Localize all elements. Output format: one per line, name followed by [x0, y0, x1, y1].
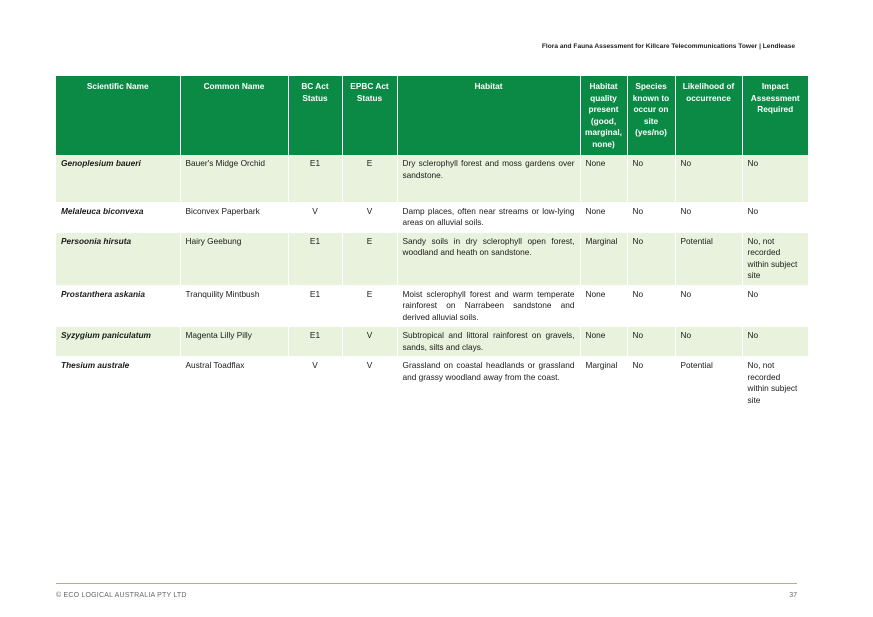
- habitat-quality-cell: None: [580, 155, 627, 202]
- column-header: Species known to occur on site (yes/no): [627, 76, 675, 155]
- known-on-site-cell: No: [627, 232, 675, 285]
- bc-status-cell: V: [288, 202, 342, 232]
- impact-cell: No: [742, 327, 808, 357]
- epbc-status-cell: E: [342, 155, 397, 202]
- known-on-site-cell: No: [627, 285, 675, 327]
- scientific-name-cell: Prostanthera askania: [56, 285, 180, 327]
- page-number: 37: [789, 592, 797, 599]
- habitat-quality-cell: None: [580, 202, 627, 232]
- bc-status-cell: E1: [288, 232, 342, 285]
- known-on-site-cell: No: [627, 202, 675, 232]
- impact-cell: No: [742, 202, 808, 232]
- common-name-cell: Biconvex Paperbark: [180, 202, 288, 232]
- species-table: [56, 76, 808, 410]
- likelihood-cell: No: [675, 285, 742, 327]
- column-header: Common Name: [180, 76, 288, 155]
- bc-status-cell: E1: [288, 155, 342, 202]
- table-row: [56, 285, 808, 327]
- habitat-cell: Damp places, often near streams or low-lying areas on alluvial soils.: [397, 202, 580, 232]
- common-name-cell: Hairy Geebung: [180, 232, 288, 285]
- table-row: [56, 155, 808, 202]
- likelihood-cell: No: [675, 327, 742, 357]
- column-header: Habitat quality present (good, marginal, none): [580, 76, 627, 155]
- bc-status-cell: V: [288, 357, 342, 410]
- likelihood-cell: Potential: [675, 357, 742, 410]
- epbc-status-cell: E: [342, 285, 397, 327]
- common-name-cell: Bauer's Midge Orchid: [180, 155, 288, 202]
- habitat-quality-cell: None: [580, 285, 627, 327]
- likelihood-cell: No: [675, 155, 742, 202]
- footer-divider: [56, 583, 797, 584]
- table-row: [56, 202, 808, 232]
- column-header: BC Act Status: [288, 76, 342, 155]
- known-on-site-cell: No: [627, 357, 675, 410]
- impact-cell: No: [742, 155, 808, 202]
- habitat-quality-cell: None: [580, 327, 627, 357]
- bc-status-cell: E1: [288, 327, 342, 357]
- likelihood-cell: Potential: [675, 232, 742, 285]
- scientific-name-cell: Thesium australe: [56, 357, 180, 410]
- document-header-title: Flora and Fauna Assessment for Killcare Telecommunications Tower | Lendlease: [541, 43, 795, 50]
- column-header: Likelihood of occurrence: [675, 76, 742, 155]
- table-row: [56, 232, 808, 285]
- epbc-status-cell: V: [342, 202, 397, 232]
- table-row: [56, 357, 808, 410]
- column-header: Habitat: [397, 76, 580, 155]
- known-on-site-cell: No: [627, 327, 675, 357]
- common-name-cell: Tranquility Mintbush: [180, 285, 288, 327]
- column-header: EPBC Act Status: [342, 76, 397, 155]
- habitat-cell: Subtropical and littoral rainforest on gravels, sands, silts and clays.: [397, 327, 580, 357]
- epbc-status-cell: V: [342, 357, 397, 410]
- scientific-name-cell: Melaleuca biconvexa: [56, 202, 180, 232]
- bc-status-cell: E1: [288, 285, 342, 327]
- table-header-row: [56, 76, 808, 155]
- scientific-name-cell: Persoonia hirsuta: [56, 232, 180, 285]
- impact-cell: No: [742, 285, 808, 327]
- habitat-cell: Moist sclerophyll forest and warm temperate rainforest on Narrabeen sandstone and derived alluvial soils.: [397, 285, 580, 327]
- likelihood-cell: No: [675, 202, 742, 232]
- impact-cell: No, not recorded within subject site: [742, 232, 808, 285]
- habitat-cell: Sandy soils in dry sclerophyll open forest, woodland and heath on sandstone.: [397, 232, 580, 285]
- habitat-quality-cell: Marginal: [580, 232, 627, 285]
- epbc-status-cell: E: [342, 232, 397, 285]
- habitat-quality-cell: Marginal: [580, 357, 627, 410]
- common-name-cell: Austral Toadflax: [180, 357, 288, 410]
- impact-cell: No, not recorded within subject site: [742, 357, 808, 410]
- common-name-cell: Magenta Lilly Pilly: [180, 327, 288, 357]
- table-row: [56, 327, 808, 357]
- scientific-name-cell: Syzygium paniculatum: [56, 327, 180, 357]
- epbc-status-cell: V: [342, 327, 397, 357]
- column-header: Scientific Name: [56, 76, 180, 155]
- habitat-cell: Dry sclerophyll forest and moss gardens over sandstone.: [397, 155, 580, 202]
- footer-copyright: © ECO LOGICAL AUSTRALIA PTY LTD: [56, 592, 187, 599]
- habitat-cell: Grassland on coastal headlands or grassland and grassy woodland away from the coast.: [397, 357, 580, 410]
- column-header: Impact Assessment Required: [742, 76, 808, 155]
- known-on-site-cell: No: [627, 155, 675, 202]
- scientific-name-cell: Genoplesium baueri: [56, 155, 180, 202]
